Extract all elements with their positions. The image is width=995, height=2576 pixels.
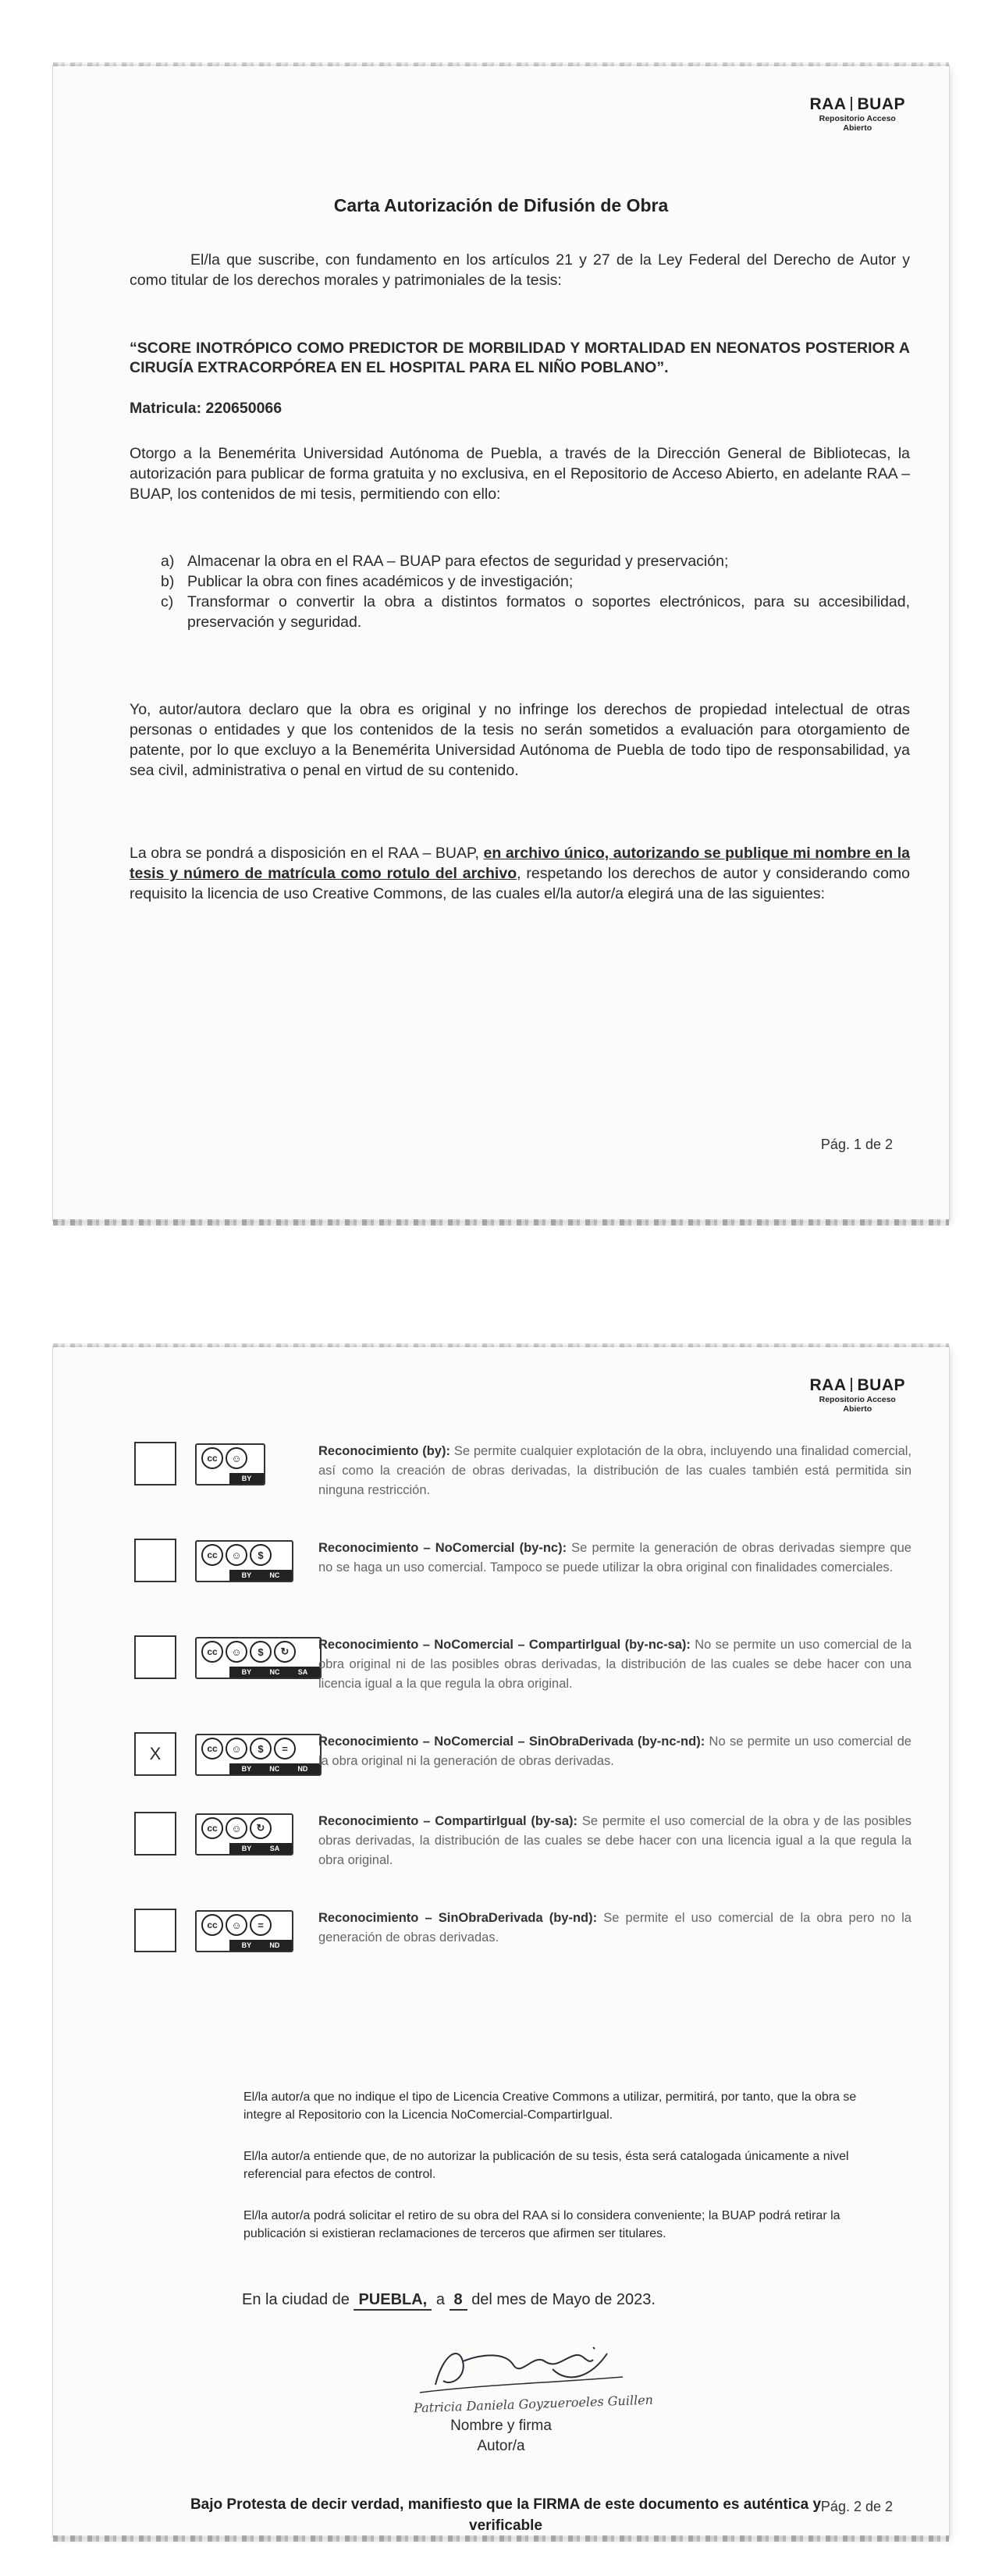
cc-by-icon: ☺ <box>226 1914 247 1936</box>
signer-name: Patricia Daniela Goyzueroeles Guillen <box>413 2392 654 2416</box>
license-checkbox[interactable] <box>134 1909 176 1952</box>
cc-by-icon: ☺ <box>226 1447 247 1469</box>
cc-license-badge <box>195 1637 322 1679</box>
raa-buap-logo: RAA BUAP Repositorio Acceso Abierto <box>809 95 905 133</box>
scan-edge-top <box>53 62 949 66</box>
creative-commons-icon: cc <box>201 1817 223 1839</box>
cc-nd-icon: = <box>250 1914 272 1936</box>
license-description <box>318 1442 911 1500</box>
license-description <box>318 1539 911 1578</box>
cc-strip-label: BY <box>241 1668 252 1676</box>
license-description <box>318 1732 911 1771</box>
creative-commons-icon: cc <box>201 1641 223 1663</box>
license-terms: No se permite un uso comercial de la obra original ni de las posibles obras derivadas, la distribución de las cuales se debe hacer con una licencia igual a la que regula la obra original. <box>318 1638 912 1691</box>
city-date-line: En la ciudad de PUEBLA, a 8 del mes de Mayo de 2023. <box>242 2291 656 2311</box>
license-terms: Se permite el uso comercial de la obra pero no la generación de obras derivadas. <box>318 1911 911 1944</box>
cc-strip-label: ND <box>269 1941 280 1949</box>
license-description <box>318 1812 911 1870</box>
cc-strip-label: NC <box>269 1765 280 1773</box>
license-checkbox[interactable] <box>134 1442 176 1485</box>
cc-strip-label: BY <box>241 1571 252 1579</box>
creative-commons-icon: cc <box>201 1447 223 1469</box>
list-item: a) Almacenar la obra en el RAA – BUAP para efectos de seguridad y preservación; <box>161 553 729 570</box>
license-terms: Se permite la generación de obras derivadas siempre que no se haga un uso comercial. Tampoco se puede utilizar la obra original con finalidades comerciales. <box>318 1541 911 1574</box>
cc-nc-icon: $ <box>250 1641 272 1663</box>
cc-nc-icon: $ <box>250 1544 272 1566</box>
cc-strip-label: ND <box>297 1765 308 1773</box>
handwritten-signature <box>389 2338 646 2400</box>
cc-strip-label: BY <box>241 1765 252 1773</box>
cc-strip-label: NC <box>269 1571 280 1579</box>
license-option-3 <box>134 1732 915 1810</box>
cc-sa-icon: ↻ <box>274 1641 296 1663</box>
cc-strip-label: BY <box>241 1941 252 1949</box>
page-number: Pág. 2 de 2 <box>820 2499 893 2514</box>
scan-edge-top <box>53 1343 949 1347</box>
license-option-4 <box>134 1812 915 1890</box>
license-terms: Se permite el uso comercial de la obra y de las posibles obras derivadas, la distribución de las cuales se debe hacer con una licencia igual a la que regula la obra original. <box>318 1814 911 1867</box>
license-option-5 <box>134 1909 915 1987</box>
license-name: Reconocimiento (by): <box>318 1444 450 1458</box>
scan-edge-bottom <box>53 2535 949 2542</box>
cc-license-badge <box>195 1443 265 1485</box>
cc-by-icon: ☺ <box>226 1544 247 1566</box>
cc-nc-icon: $ <box>250 1738 272 1759</box>
license-terms: Se permite cualquier explotación de la obra, incluyendo una finalidad comercial, así como la creación de obras derivadas, la distribución de las cuales también está permitida sin ninguna restricción. <box>318 1444 911 1497</box>
license-checkbox[interactable] <box>134 1812 176 1856</box>
license-option-1 <box>134 1539 915 1617</box>
creative-commons-icon: cc <box>201 1914 223 1936</box>
license-name: Reconocimiento – CompartirIgual (by-sa): <box>318 1814 578 1828</box>
cc-nd-icon: = <box>274 1738 296 1759</box>
note-no-authorization: El/la autor/a entiende que, de no autorizar la publicación de su tesis, ésta será catalogada únicamente a nivel referencial para efectos de control. <box>243 2150 849 2181</box>
cc-sa-icon: ↻ <box>250 1817 272 1839</box>
list-item: c) Transformar o convertir la obra a distintos formatos o soportes electrónicos, para su accesibilidad, preservación y seguridad. <box>161 593 910 631</box>
city-field: PUEBLA, <box>354 2291 432 2311</box>
grant-paragraph: Otorgo a la Benemérita Universidad Autónoma de Puebla, a través de la Dirección General de Bibliotecas, la autorización para publicar de forma gratuita y no exclusiva, en el Repositorio de Acceso Abierto, en adelante RAA – BUAP, los contenidos de mi tesis, permitiendo con ello: <box>130 445 910 503</box>
page-number: Pág. 1 de 2 <box>820 1137 893 1152</box>
cc-license-badge <box>195 1813 293 1856</box>
page-title: Carta Autorización de Difusión de Obra <box>333 195 669 215</box>
cc-by-icon: ☺ <box>226 1738 247 1759</box>
protest-statement: Bajo Protesta de decir verdad, manifiesto que la FIRMA de este documento es auténtica y verificable <box>190 2496 822 2534</box>
cc-license-badge <box>195 1734 322 1776</box>
underlined-clause: en archivo único, autorizando se publique mi nombre en la tesis y número de matrícula como rotulo del archivo <box>130 845 910 882</box>
document-page-1 <box>53 66 949 1221</box>
permissions-list <box>130 551 910 632</box>
license-description <box>318 1635 911 1694</box>
license-terms: No se permite un uso comercial de la obra original ni la generación de obras derivadas. <box>318 1735 911 1768</box>
cc-license-badge <box>195 1540 293 1582</box>
list-item: b) Publicar la obra con fines académicos y de investigación; <box>161 573 574 590</box>
license-option-2 <box>134 1635 915 1713</box>
license-name: Reconocimiento – NoComercial – CompartirIgual (by-nc-sa): <box>318 1638 691 1652</box>
signature-role: Autor/a <box>477 2438 525 2454</box>
cc-strip-label: SA <box>269 1845 280 1852</box>
cc-strip-label: NC <box>269 1668 280 1676</box>
license-checkbox[interactable] <box>134 1635 176 1679</box>
license-option-0 <box>134 1442 915 1520</box>
raa-buap-logo: RAA BUAP Repositorio Acceso Abierto <box>809 1376 905 1414</box>
cc-license-badge <box>195 1910 293 1952</box>
document-page-2 <box>53 1347 949 2537</box>
signature-caption: Nombre y firma <box>450 2418 552 2434</box>
day-field: 8 <box>450 2291 467 2311</box>
license-checkbox[interactable] <box>134 1539 176 1582</box>
thesis-title: “SCORE INOTRÓPICO COMO PREDICTOR DE MORBILIDAD Y MORTALIDAD EN NEONATOS POSTERIOR A CIRUGÍA EXTRACORPÓREA EN EL HOSPITAL PARA EL NIÑO POBLANO”. <box>130 340 910 376</box>
note-default-license: El/la autor/a que no indique el tipo de Licencia Creative Commons a utilizar, permitirá, por tanto, que la obra se integre al Repositorio con la Licencia NoComercial-CompartirIgual. <box>243 2090 857 2122</box>
cc-strip-label: SA <box>297 1668 308 1676</box>
creative-commons-icon: cc <box>201 1544 223 1566</box>
cc-strip-label: BY <box>241 1475 252 1482</box>
note-withdrawal: El/la autor/a podrá solicitar el retiro de su obra del RAA si lo considera conveniente; la BUAP podrá retirar la publicación si existieran reclamaciones de terceros que afirmen ser titulares. <box>243 2209 840 2240</box>
availability-paragraph: La obra se pondrá a disposición en el RAA – BUAP, en archivo único, autorizando se publique mi nombre en la tesis y número de matrícula como rotulo del archivo, respetando los derechos de autor y considerando como requisito la licencia de uso Creative Commons, de las cuales el/la autor/a elegirá una de las siguientes: <box>130 845 910 902</box>
student-id: Matricula: 220650066 <box>130 400 283 417</box>
license-description <box>318 1909 911 1948</box>
intro-paragraph: El/la que suscribe, con fundamento en los artículos 21 y 27 de la Ley Federal del Derecho de Autor y como titular de los derechos morales y patrimoniales de la tesis: <box>130 251 910 289</box>
cc-by-icon: ☺ <box>226 1817 247 1839</box>
declaration-paragraph: Yo, autor/autora declaro que la obra es original y no infringe los derechos de propiedad intelectual de otras personas o entidades y que los contenidos de la tesis no serán sometidos a evaluación para otorgamiento de patente, por lo que excluyo a la Benemérita Universidad Autónoma de Puebla de todo tipo de responsabilidad, ya sea civil, administrativa o penal en virtud de su contenido. <box>130 701 910 779</box>
license-name: Reconocimiento – NoComercial (by-nc): <box>318 1541 567 1555</box>
cc-strip-label: BY <box>241 1845 252 1852</box>
cc-by-icon: ☺ <box>226 1641 247 1663</box>
license-name: Reconocimiento – NoComercial – SinObraDerivada (by-nc-nd): <box>318 1735 705 1749</box>
license-checkbox[interactable]: X <box>134 1732 176 1776</box>
creative-commons-icon: cc <box>201 1738 223 1759</box>
license-name: Reconocimiento – SinObraDerivada (by-nd): <box>318 1911 598 1925</box>
scan-edge-bottom <box>53 1219 949 1226</box>
